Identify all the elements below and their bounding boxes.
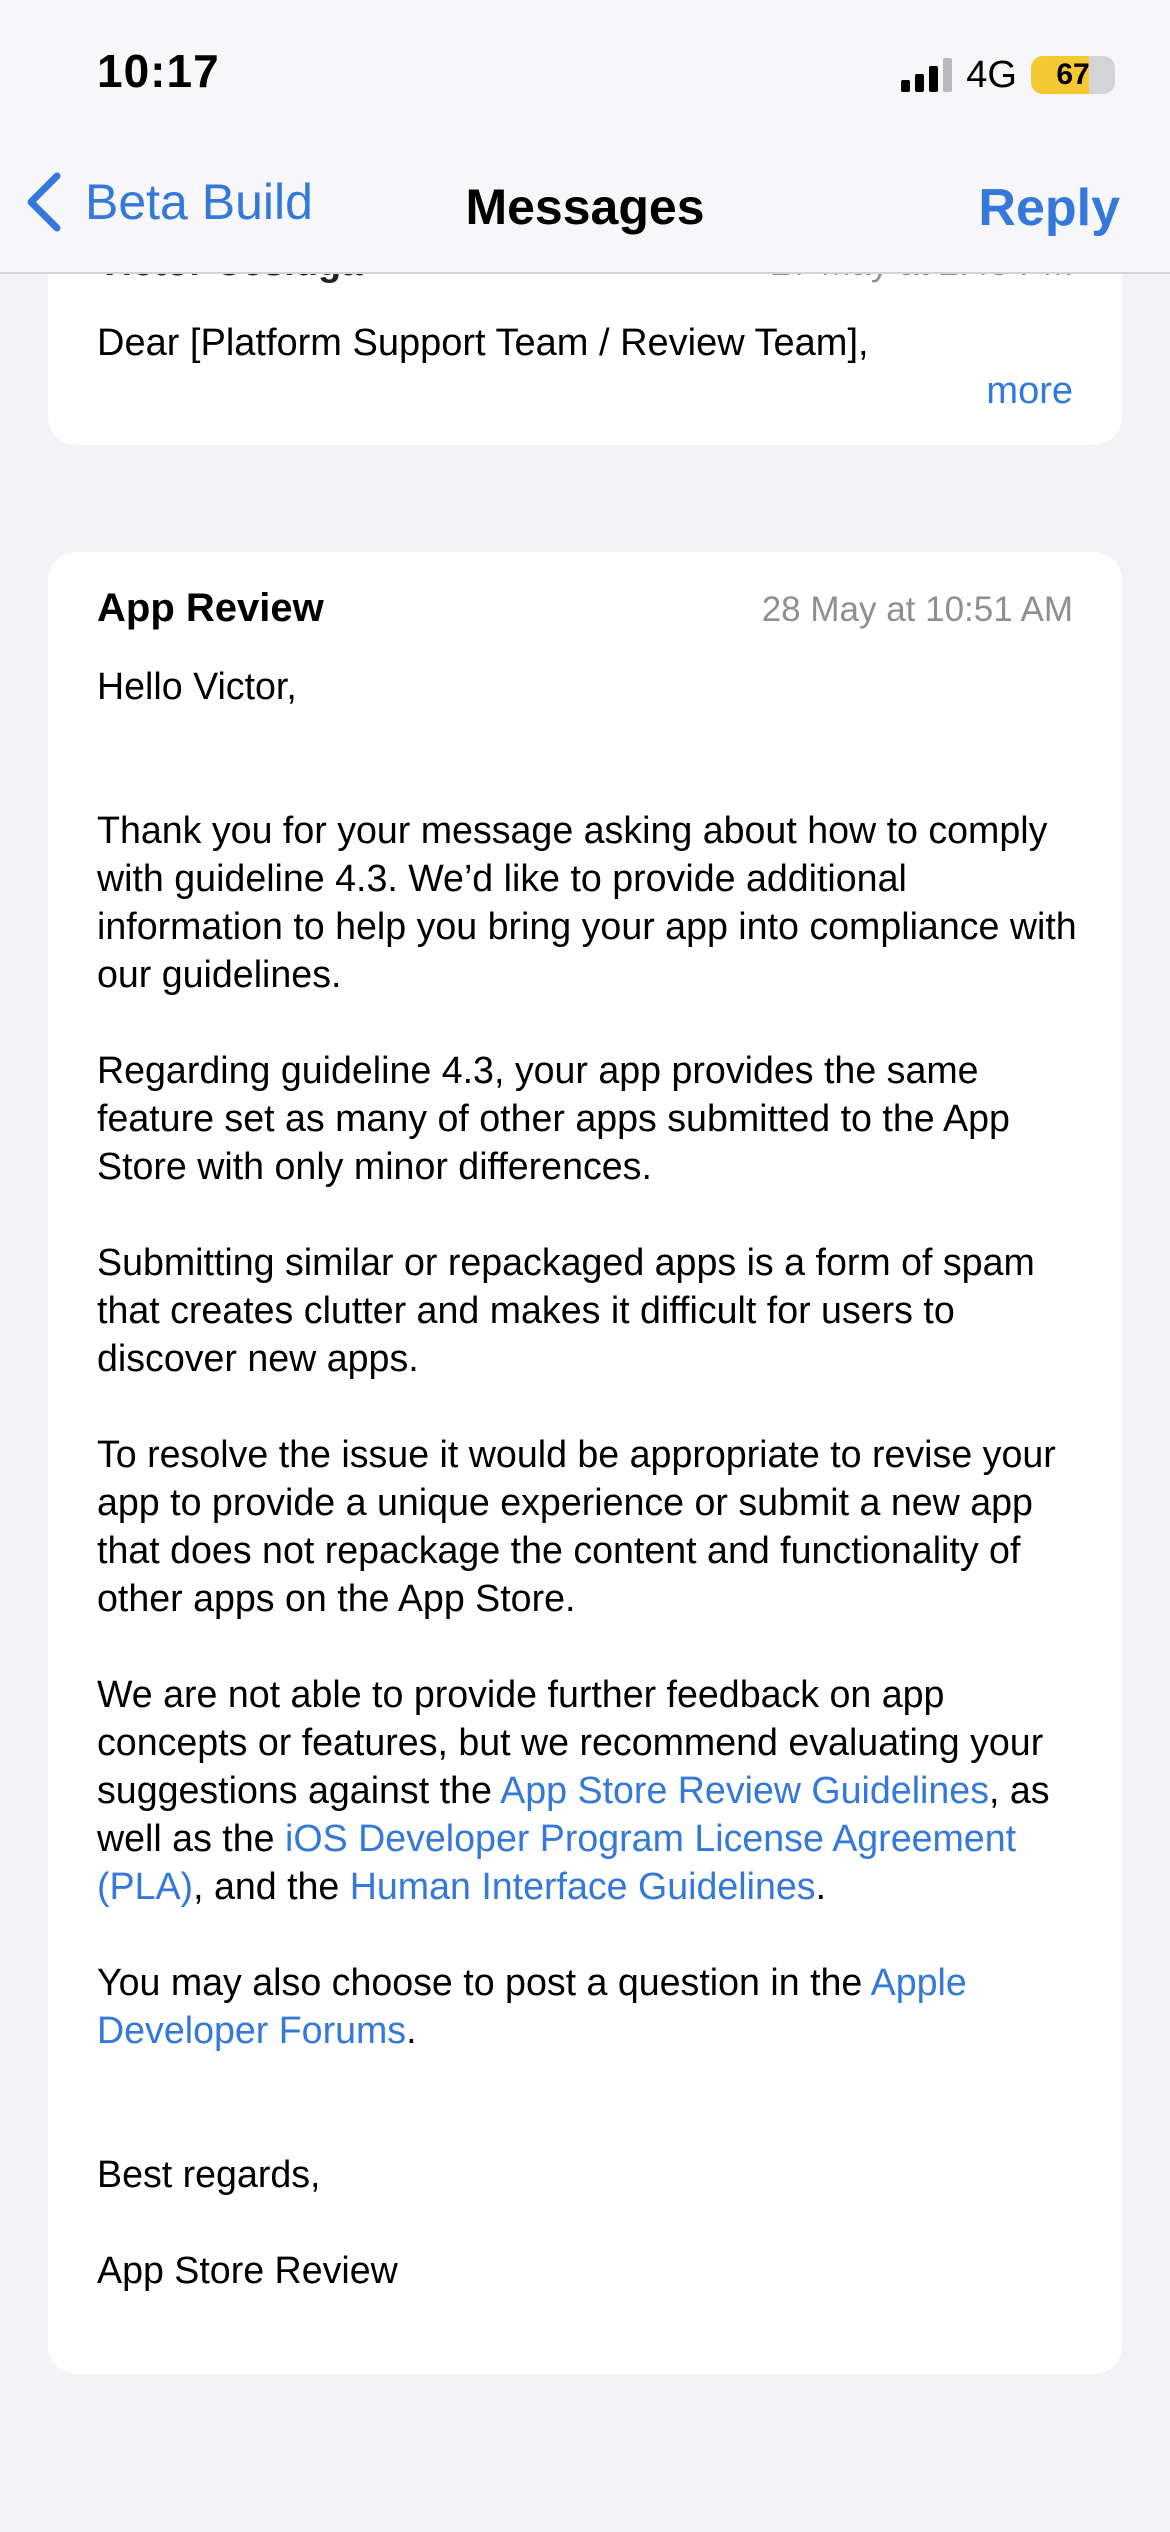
human-interface-guidelines-link[interactable]: Human Interface Guidelines xyxy=(349,1865,816,1907)
message-signature: App Store Review xyxy=(97,2249,398,2291)
developer-license-agreement-link[interactable]: iOS Developer Program License Agreement (PLA) xyxy=(97,1817,1017,1907)
more-link[interactable]: more xyxy=(986,370,1073,412)
top-bar xyxy=(0,0,1170,274)
back-button-label: Beta Build xyxy=(85,174,313,230)
message-body xyxy=(97,662,1087,2294)
page-title: Messages xyxy=(465,179,705,235)
apple-developer-forums-link[interactable]: Apple Developer Forums xyxy=(97,1961,967,2051)
message-closing: Best regards, xyxy=(97,2153,321,2195)
cellular-signal-icon xyxy=(901,58,952,92)
message-paragraph-2: Regarding guideline 4.3, your app provides the same feature set as many of other apps submitted to the App Store with only minor differences. xyxy=(97,1049,1010,1187)
message-paragraph-4: To resolve the issue it would be appropriate to revise your app to provide a unique experience or submit a new app that does not repackage the content and functionality of other apps on the App Store. xyxy=(97,1433,1056,1619)
status-indicators xyxy=(901,52,1115,98)
message-sender: App Review xyxy=(97,586,324,630)
message-paragraph-3: Submitting similar or repackaged apps is a form of spam that creates clutter and makes it difficult for users to discover new apps. xyxy=(97,1241,1035,1379)
battery-icon xyxy=(1031,56,1115,94)
previous-message-preview: Dear [Platform Support Team / Review Team], xyxy=(97,322,869,364)
battery-percentage: 67 xyxy=(1056,58,1090,91)
message-paragraph-6: You may also choose to post a question in the Apple Developer Forums. xyxy=(97,1961,967,2051)
message-paragraph-1: Thank you for your message asking about how to comply with guideline 4.3. We’d like to provide additional information to help you bring your app into compliance with our guidelines. xyxy=(97,809,1077,995)
reply-button[interactable]: Reply xyxy=(978,179,1120,237)
navigation-bar xyxy=(0,160,1170,250)
message-date: 28 May at 10:51 AM xyxy=(761,590,1073,629)
message-greeting: Hello Victor, xyxy=(97,665,297,707)
network-type: 4G xyxy=(966,53,1017,96)
status-time: 10:17 xyxy=(97,45,220,97)
app-store-review-guidelines-link[interactable]: App Store Review Guidelines xyxy=(500,1769,989,1811)
message-paragraph-5: We are not able to provide further feedback on app concepts or features, but we recommend evaluating your suggestions against the App Store Review Guidelines, as well as the iOS Developer Program License Agreement (PLA), and the Human Interface Guidelines. xyxy=(97,1673,1050,1907)
message-card xyxy=(48,552,1122,2374)
message-header xyxy=(97,586,1073,636)
